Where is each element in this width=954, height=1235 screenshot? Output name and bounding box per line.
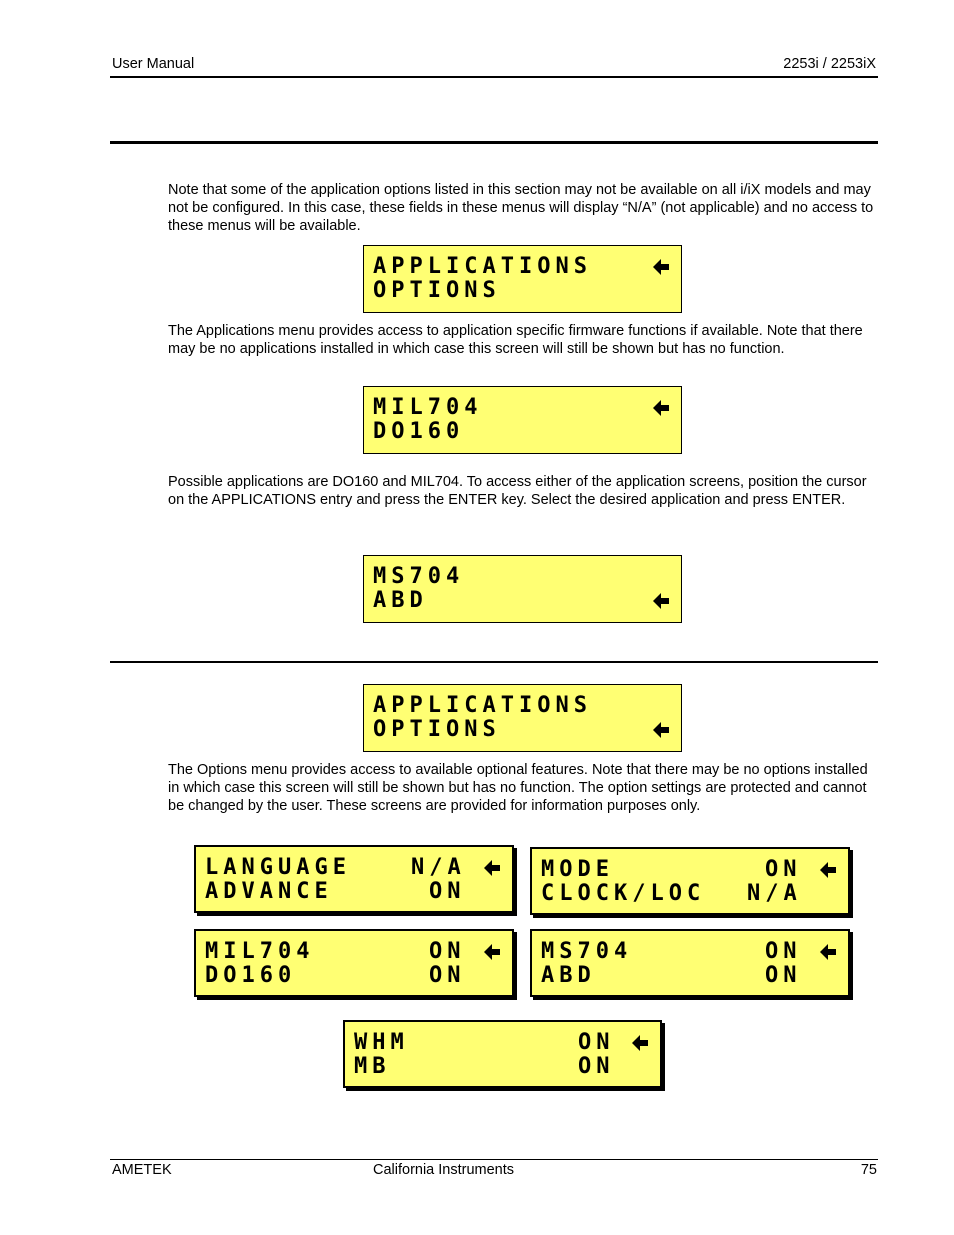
lcd-line-2: OPTIONS <box>373 278 501 303</box>
lcd-line-2 <box>354 1055 648 1079</box>
header-title: User Manual <box>112 56 195 72</box>
applications-paragraph: The Applications menu provides access to application specific firmware functions if available. Note that there may be no applications installed in which case this screen will still be shown but has no function. <box>168 323 863 357</box>
footer-rule <box>110 1159 878 1160</box>
option-name: DO160 <box>205 963 297 988</box>
lcd-option-mil704 <box>194 929 514 997</box>
lcd-line-1: APPLICATIONS <box>373 254 592 279</box>
option-name: WHM <box>354 1030 409 1055</box>
option-value: ON <box>765 963 802 988</box>
lcd-line-2 <box>541 964 836 988</box>
option-value: N/A <box>411 855 466 880</box>
option-name: LANGUAGE <box>205 855 351 880</box>
cursor-arrow-left-icon <box>653 721 669 739</box>
cursor-arrow-left-icon <box>653 592 669 610</box>
lcd-line-1 <box>541 940 836 964</box>
option-value: ON <box>578 1030 615 1055</box>
lcd-line-2 <box>205 880 500 904</box>
page-number: 75 <box>860 1162 877 1178</box>
footer-division: California Instruments <box>373 1162 515 1178</box>
lcd-option-language <box>194 845 514 913</box>
lcd-line-1 <box>354 1031 648 1055</box>
cursor-arrow-left-icon <box>820 861 836 879</box>
lcd-line-2: OPTIONS <box>373 717 501 742</box>
option-value: ON <box>578 1054 615 1079</box>
header-model: 2253i / 2253iX <box>783 56 876 72</box>
cursor-arrow-left-icon <box>484 943 500 961</box>
option-name: ABD <box>541 963 596 988</box>
cursor-arrow-left-icon <box>653 399 669 417</box>
lcd-line-2: ABD <box>373 588 428 613</box>
lcd-line-1: MIL704 <box>373 395 483 420</box>
header-rule <box>110 76 878 78</box>
possible-applications-paragraph: Possible applications are DO160 and MIL704. To access either of the application screens, position the cursor on the APPLICATIONS entry and press the ENTER key. Select the desired application and press ENTER. <box>168 474 867 508</box>
cursor-arrow-left-icon <box>820 943 836 961</box>
note-paragraph: Note that some of the application options listed in this section may not be available on all i/iX models and may not be configured. In this case, these fields in these menus will display “N/A” (not applicable) and no access to these menus will be available. <box>168 182 874 234</box>
option-name: ADVANCE <box>205 879 333 904</box>
lcd-applications-menu-1 <box>363 245 682 313</box>
lcd-line-2 <box>205 964 500 988</box>
option-name: MODE <box>541 857 614 882</box>
option-value: N/A <box>747 881 802 906</box>
option-value: ON <box>429 879 466 904</box>
lcd-line-1: APPLICATIONS <box>373 693 592 718</box>
lcd-line-2: DO160 <box>373 419 465 444</box>
option-name: MS704 <box>541 939 633 964</box>
options-paragraph: The Options menu provides access to available optional features. Note that there may be no options installed in which case this screen will still be shown but has no function. The option settings are protected and cannot be changed by the user. These screens are provided for information purposes only. <box>168 762 868 814</box>
footer-company: AMETEK <box>112 1162 172 1178</box>
lcd-option-whm <box>343 1020 662 1088</box>
lcd-line-2 <box>541 882 836 906</box>
lcd-line-1 <box>205 940 500 964</box>
lcd-line-1: MS704 <box>373 564 465 589</box>
lcd-applications-list-2 <box>363 555 682 623</box>
cursor-arrow-left-icon <box>632 1034 648 1052</box>
lcd-option-ms704 <box>530 929 850 997</box>
option-name: MB <box>354 1054 391 1079</box>
lcd-line-1 <box>205 856 500 880</box>
option-value: ON <box>429 963 466 988</box>
section-rule-2 <box>110 661 878 663</box>
section-rule <box>110 141 878 144</box>
lcd-option-mode <box>530 847 850 915</box>
cursor-arrow-left-icon <box>653 258 669 276</box>
option-value: ON <box>765 857 802 882</box>
option-name: MIL704 <box>205 939 315 964</box>
option-value: ON <box>429 939 466 964</box>
lcd-applications-menu-2 <box>363 684 682 752</box>
lcd-applications-list <box>363 386 682 454</box>
option-value: ON <box>765 939 802 964</box>
lcd-line-1 <box>541 858 836 882</box>
cursor-arrow-left-icon <box>484 859 500 877</box>
option-name: CLOCK/LOC <box>541 881 706 906</box>
